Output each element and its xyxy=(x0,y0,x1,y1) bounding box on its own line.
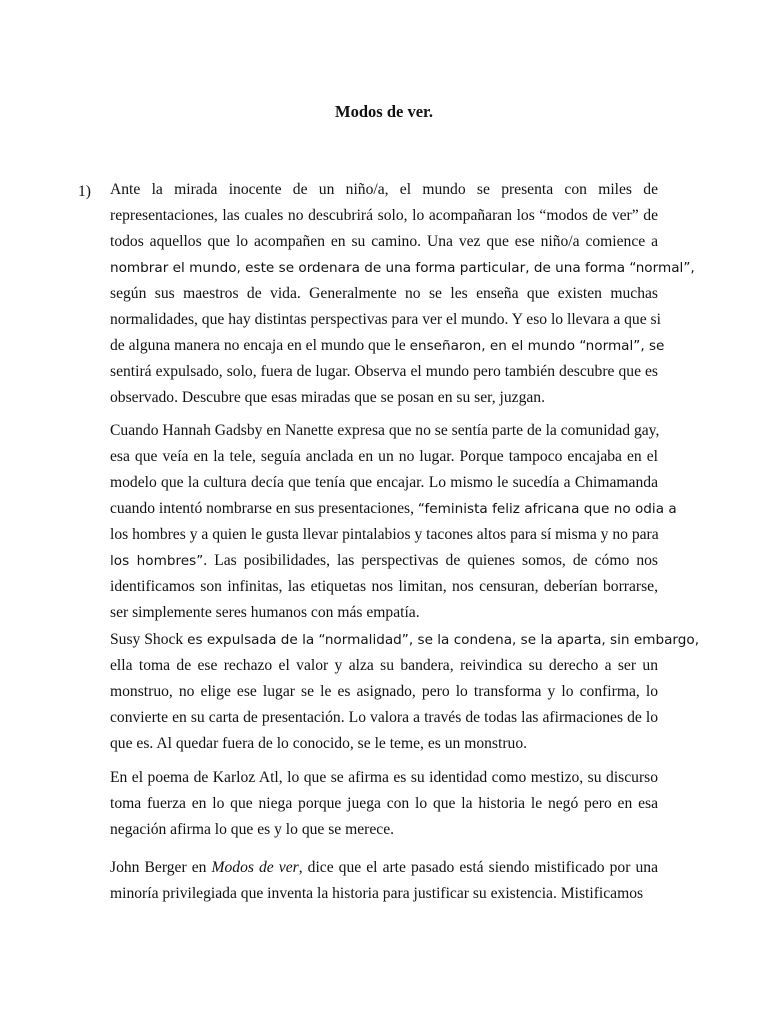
text-run: cuando intentó nombrarse en sus presentaciones, xyxy=(110,500,418,517)
text-run: , dice que el arte pasado está siendo mistificado por una xyxy=(298,859,658,876)
text-line xyxy=(110,203,658,229)
text-line xyxy=(110,255,695,281)
document-title: Modos de ver. xyxy=(335,102,433,121)
text-run: ser simplemente seres humanos con más empatía. xyxy=(110,604,420,621)
list-number: 1) xyxy=(78,183,91,200)
text-run: minoría privilegiada que inventa la historia para justificar su existencia. Mistificamos xyxy=(110,885,644,902)
text-line xyxy=(110,705,658,731)
paragraph-2 xyxy=(110,418,677,626)
text-line xyxy=(110,574,658,600)
text-line xyxy=(110,548,658,574)
text-run: que es. Al quedar fuera de lo conocido, se le teme, es un monstruo. xyxy=(110,735,528,752)
text-run: los hombres” xyxy=(110,553,204,569)
text-run: observado. Descubre que esas miradas que se posan en su ser, juzgan. xyxy=(110,389,545,406)
text-run: sentirá expulsado, solo, fuera de lugar. Observa el mundo pero también descubre que es xyxy=(110,363,658,380)
text-line xyxy=(110,679,658,705)
text-run: esa que veía en la tele, seguía anclada en un no lugar. Porque tampoco encajaba en el xyxy=(110,448,658,465)
text-line xyxy=(110,496,677,522)
text-line xyxy=(110,600,658,626)
text-run: todos aquellos que lo acompañen en su camino. Una vez que ese niño/a comience a xyxy=(110,233,658,250)
text-run: John Berger en xyxy=(110,859,212,876)
text-line xyxy=(110,177,658,203)
text-line xyxy=(110,817,658,843)
text-line xyxy=(110,359,658,385)
text-run: de alguna manera no encaja en el mundo que le xyxy=(110,337,410,354)
text-line xyxy=(110,470,658,496)
text-line xyxy=(110,881,658,907)
text-line xyxy=(110,333,665,359)
text-line xyxy=(110,855,658,881)
text-run: representaciones, las cuales no descubrirá solo, lo acompañaran los “modos de ver” de xyxy=(110,207,658,224)
text-line xyxy=(110,307,661,333)
text-run: los hombres y a quien le gusta llevar pintalabios y tacones altos para sí misma y no para xyxy=(110,526,659,543)
text-run: . Las posibilidades, las perspectivas de quienes somos, de cómo nos xyxy=(203,552,658,569)
text-line xyxy=(110,653,658,679)
text-run: modelo que la cultura decía que tenía que encajar. Lo mismo le sucedía a Chimamanda xyxy=(110,474,658,491)
text-run: monstruo, no elige ese lugar se le es asignado, pero lo transforma y lo confirma, lo xyxy=(110,683,658,700)
text-run: según sus maestros de vida. Generalmente no se les enseña que existen muchas xyxy=(110,285,658,302)
text-line xyxy=(110,385,658,411)
text-run: Susy Shock xyxy=(110,631,188,648)
paragraph-5 xyxy=(110,855,658,907)
text-run: Ante la mirada inocente de un niño/a, el mundo se presenta con miles de xyxy=(110,181,658,198)
text-run: convierte en su carta de presentación. Lo valora a través de todas las afirmaciones de lo xyxy=(110,709,658,726)
text-line xyxy=(110,281,658,307)
text-run: Modos de ver xyxy=(211,859,299,876)
text-run: identificamos son infinitas, las etiquetas nos limitan, nos censuran, deberían borrarse, xyxy=(110,578,658,595)
text-run: es expulsada de la “normalidad”, se la condena, se la aparta, sin embargo, xyxy=(187,632,700,648)
text-run: nombrar el mundo, este se ordenara de una forma particular, de una forma “normal”, xyxy=(110,260,695,276)
text-run: En el poema de Karloz Atl, lo que se afirma es su identidad como mestizo, su discurso xyxy=(110,769,658,786)
text-line xyxy=(110,522,658,548)
text-run: enseñaron, en el mundo “normal”, se xyxy=(409,338,665,354)
text-run: normalidades, que hay distintas perspectivas para ver el mundo. Y eso lo llevara a que si xyxy=(110,311,661,328)
text-line xyxy=(110,791,658,817)
text-line xyxy=(110,627,700,653)
text-line xyxy=(110,731,658,757)
text-line xyxy=(110,765,658,791)
paragraph-4 xyxy=(110,765,658,843)
text-run: ella toma de ese rechazo el valor y alza su bandera, reivindica su derecho a ser un xyxy=(110,657,658,674)
text-run: Cuando Hannah Gadsby en Nanette expresa que no se sentía parte de la comunidad gay, xyxy=(110,422,660,439)
text-line xyxy=(110,444,658,470)
paragraph-3 xyxy=(110,627,700,757)
text-run: toma fuerza en lo que niega porque juega con lo que la historia le negó pero en esa xyxy=(110,795,658,812)
text-line xyxy=(110,418,658,444)
text-run: negación afirma lo que es y lo que se merece. xyxy=(110,821,395,838)
text-line xyxy=(110,229,658,255)
text-run: “feminista feliz africana que no odia a xyxy=(417,501,677,517)
paragraph-1 xyxy=(110,177,695,411)
